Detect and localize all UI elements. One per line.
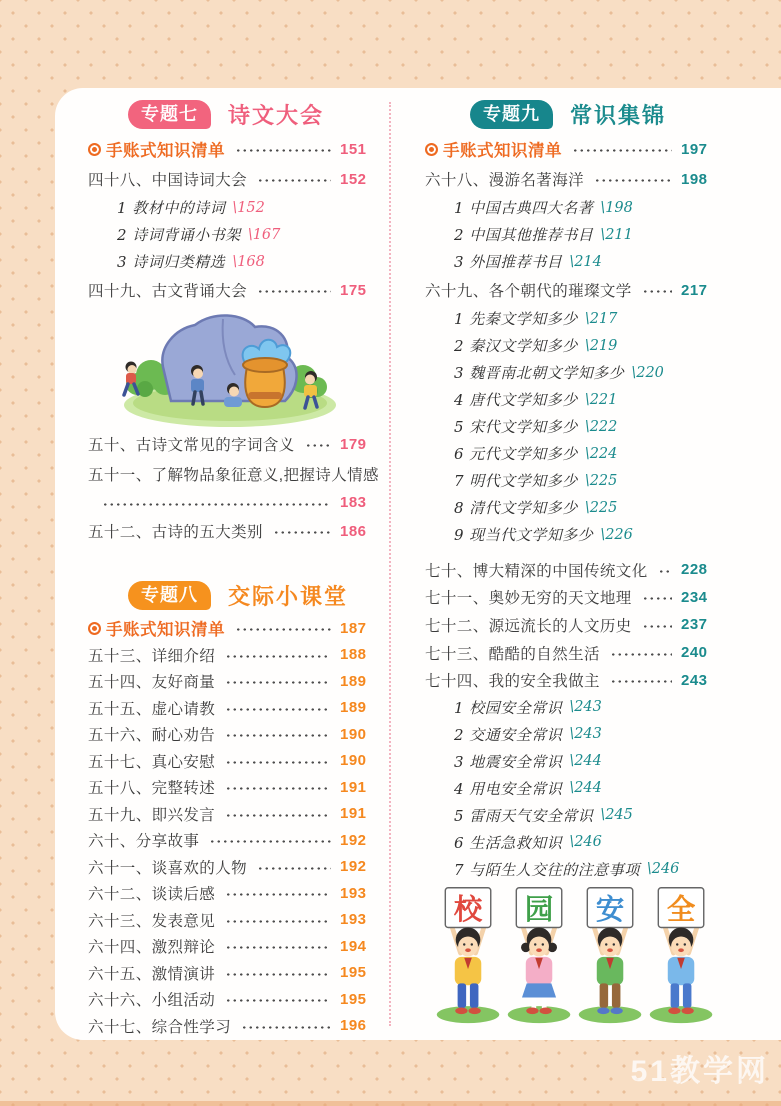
subentry-text: 3 诗词归类精选 (117, 253, 226, 271)
toc-entry-label: 六十二、谈读后感 (88, 886, 216, 904)
bullet-icon (88, 143, 101, 156)
toc-entry (425, 275, 713, 305)
page-number: 240 (681, 644, 708, 662)
toc-entry-label: 六十八、漫游名著海洋 (425, 172, 585, 189)
toc-entry-label: 六十一、谈喜欢的人物 (88, 859, 248, 877)
subentry-ref: \246 (646, 861, 680, 878)
subentry-ref: \225 (584, 499, 618, 516)
checklist-row (88, 615, 372, 642)
toc-entry (88, 668, 372, 695)
toc-entry (88, 1013, 372, 1040)
dotted-leader (594, 179, 672, 182)
sign-char-2: 园 (524, 891, 554, 926)
subentry-text: 1 中国古典四大名著 (454, 199, 594, 217)
toc-subentry (425, 494, 713, 521)
page-number: 179 (340, 435, 367, 453)
toc-white-panel (55, 88, 781, 1040)
toc-entry-label: 六十六、小组活动 (88, 992, 216, 1010)
sign-char-1: 校 (453, 891, 483, 926)
toc-subentry (425, 521, 713, 548)
subentry-text: 3 魏晋南北朝文学知多少 (454, 364, 625, 382)
subentry-text: 9 现当代文学知多少 (454, 526, 594, 544)
toc-entry-label: 五十六、耐心劝告 (88, 727, 216, 745)
toc-entry (425, 611, 713, 639)
subentry-ref: \244 (569, 753, 602, 770)
kid-sign-yuan (508, 888, 570, 1023)
toc-subentry (425, 829, 713, 856)
page-number: 175 (340, 281, 367, 299)
dotted-leader (658, 570, 672, 573)
toc-entry (88, 164, 372, 194)
toc-subentry (425, 305, 713, 332)
toc-entry-label: 五十四、友好商量 (88, 674, 216, 692)
dotted-leader (273, 531, 331, 534)
dotted-leader (610, 653, 672, 656)
toc-subentry (425, 802, 713, 829)
toc-entry-label: 七十一、奥妙无穷的天文地理 (425, 590, 632, 608)
toc-entry-label: 五十、古诗文常见的字词含义 (88, 437, 295, 454)
toc-entry-wrapped-line1 (88, 459, 379, 489)
toc-entry (88, 695, 372, 722)
page-number: 189 (340, 699, 367, 717)
subentry-ref: \245 (600, 807, 633, 824)
toc-entry (88, 801, 372, 828)
toc-entry (425, 164, 713, 194)
subentry-ref: \217 (584, 310, 618, 327)
toc-entry-label: 五十一、了解物品象征意义,把握诗人情感 (88, 467, 379, 484)
toc-entry-label: 七十四、我的安全我做主 (425, 673, 600, 691)
toc-entry (88, 933, 372, 960)
subentry-text: 7 明代文学知多少 (454, 472, 578, 490)
kid-sign-xiao (437, 888, 499, 1023)
page-number: 193 (340, 911, 367, 929)
kid-sign-an (579, 888, 641, 1023)
subentry-ref: \168 (232, 253, 265, 270)
dotted-leader (241, 1026, 331, 1029)
topic8-header (88, 580, 372, 611)
toc-subentry (425, 359, 713, 386)
subentry-text: 8 清代文学知多少 (454, 499, 578, 517)
toc-entry (425, 666, 713, 694)
page-number: 197 (681, 140, 708, 158)
checklist-label: 手账式知识清单 (443, 142, 562, 160)
toc-entry (88, 642, 372, 669)
subentry-ref: \246 (569, 834, 602, 851)
toc-subentry (425, 413, 713, 440)
topic9-header (425, 99, 713, 130)
subentry-ref: \224 (584, 445, 618, 462)
subentry-ref: \152 (232, 199, 265, 216)
subentry-text: 2 中国其他推荐书目 (454, 226, 594, 244)
dotted-leader (225, 761, 331, 764)
page-number: 188 (340, 646, 367, 664)
toc-entry-label: 七十、博大精深的中国传统文化 (425, 562, 648, 580)
dotted-leader (225, 946, 331, 949)
topic8-badge: 专题八 (128, 581, 211, 610)
subentry-text: 1 先秦文学知多少 (454, 310, 578, 328)
toc-subentry (425, 856, 713, 883)
page-number: 196 (340, 1017, 367, 1035)
topic9-badge: 专题九 (470, 100, 553, 129)
subentry-text: 2 秦汉文学知多少 (454, 337, 578, 355)
toc-subentry (425, 332, 713, 359)
page-number: 195 (340, 990, 367, 1008)
toc-subentry (425, 440, 713, 467)
sign-char-4: 全 (666, 891, 696, 926)
subentry-ref: \220 (631, 364, 664, 381)
toc-entry-wrapped-line2 (88, 489, 372, 516)
toc-subentry (425, 467, 713, 494)
toc-entry-label: 五十二、古诗的五大类别 (88, 524, 263, 541)
dotted-leader (225, 708, 331, 711)
toc-entry (88, 748, 372, 775)
toc-entry (88, 827, 372, 854)
toc-entry (88, 986, 372, 1013)
page-number: 190 (340, 725, 367, 743)
subentry-ref: \243 (569, 726, 602, 743)
toc-subentry (425, 694, 713, 721)
page-number: 183 (340, 494, 367, 511)
toc-entry-label: 五十三、详细介绍 (88, 647, 216, 665)
page-number: 151 (340, 140, 367, 158)
page-number: 189 (340, 672, 367, 690)
dotted-leader (102, 503, 331, 506)
subentry-text: 1 校园安全常识 (454, 698, 563, 717)
sign-char-3: 安 (595, 891, 625, 926)
dotted-leader (610, 680, 672, 683)
toc-entry (88, 721, 372, 748)
page-number: 192 (340, 831, 367, 849)
toc-subentry (425, 248, 713, 275)
dotted-leader (572, 149, 672, 152)
page-number: 228 (681, 561, 708, 579)
page-number: 194 (340, 937, 367, 955)
toc-entry-label: 六十七、综合性学习 (88, 1018, 232, 1036)
toc-entry (88, 429, 372, 459)
dotted-leader (225, 734, 331, 737)
dotted-leader (225, 787, 331, 790)
topic7-badge: 专题七 (128, 100, 211, 129)
page-number: 217 (681, 281, 708, 299)
toc-subentry (425, 721, 713, 748)
subentry-ref: \167 (247, 226, 281, 243)
topic8-title: 交际小课堂 (228, 584, 349, 609)
subentry-ref: \226 (600, 526, 633, 543)
toc-subentry (425, 386, 713, 413)
page-number: 234 (681, 588, 708, 606)
toc-entry (425, 639, 713, 667)
toc-entry (88, 275, 372, 305)
subentry-ref: \198 (600, 199, 633, 216)
checklist-row (425, 134, 713, 164)
dotted-leader (235, 149, 331, 152)
dotted-leader (225, 814, 331, 817)
toc-entry-label: 四十九、古文背诵大会 (88, 283, 248, 300)
dotted-leader (257, 290, 331, 293)
subentry-text: 4 唐代文学知多少 (454, 391, 578, 409)
toc-entry (88, 960, 372, 987)
toc-entry-label: 七十三、酷酷的自然生活 (425, 645, 600, 663)
subentry-text: 6 生活急救知识 (454, 833, 563, 852)
subentry-text: 6 元代文学知多少 (454, 445, 578, 463)
bullet-icon (88, 622, 101, 635)
dotted-leader (235, 628, 331, 631)
column-divider (389, 102, 391, 1026)
dotted-leader (225, 999, 331, 1002)
subentry-ref: \243 (569, 699, 602, 716)
toc-entry-label: 六十四、激烈辩论 (88, 939, 216, 957)
dotted-leader (257, 867, 331, 870)
toc-entry (88, 880, 372, 907)
subentry-ref: \244 (569, 780, 602, 797)
subentry-text: 3 外国推荐书目 (454, 253, 563, 271)
topic9-title: 常识集锦 (570, 103, 667, 128)
subentry-text: 4 用电安全常识 (454, 779, 563, 798)
checklist-label: 手账式知识清单 (106, 142, 225, 160)
kid-sign-quan (650, 888, 712, 1023)
toc-subentry (425, 775, 713, 802)
dotted-leader (642, 597, 672, 600)
subentry-ref: \219 (584, 337, 618, 354)
toc-entry (88, 907, 372, 934)
subentry-text: 2 诗词背诵小书架 (117, 226, 241, 244)
toc-entry-label: 五十七、真心安慰 (88, 753, 216, 771)
page-number: 237 (681, 616, 708, 634)
toc-subentry (88, 248, 372, 275)
toc-entry (88, 516, 372, 546)
watermark: 51教学网 (630, 1055, 769, 1088)
page-number: 190 (340, 752, 367, 770)
toc-subentry (425, 194, 713, 221)
page-number: 187 (340, 619, 367, 637)
subentry-text: 5 雷雨天气安全常识 (454, 806, 594, 825)
dotted-leader (225, 973, 331, 976)
toc-entry-label: 六十三、发表意见 (88, 912, 216, 930)
subentry-text: 2 交通安全常识 (454, 725, 563, 744)
illustration-children-rock-vat (105, 305, 355, 429)
toc-subentry (425, 748, 713, 775)
checklist-row (88, 134, 372, 164)
topic7-header (88, 99, 372, 130)
dotted-leader (305, 444, 331, 447)
checklist-label: 手账式知识清单 (106, 621, 225, 640)
subentry-text: 7 与陌生人交往的注意事项 (454, 860, 640, 879)
toc-left-column (88, 98, 379, 1039)
toc-entry-label: 四十八、中国诗词大会 (88, 172, 248, 189)
toc-subentry (88, 194, 372, 221)
subentry-ref: \211 (600, 226, 633, 243)
dotted-leader (225, 681, 331, 684)
toc-entry-label: 五十九、即兴发言 (88, 806, 216, 824)
dotted-leader (225, 655, 331, 658)
page-number: 198 (681, 170, 708, 188)
toc-entry (88, 854, 372, 881)
dotted-leader (225, 920, 331, 923)
subentry-text: 5 宋代文学知多少 (454, 418, 578, 436)
toc-entry-label: 六十、分享故事 (88, 833, 200, 851)
subentry-ref: \225 (584, 472, 618, 489)
dotted-leader (642, 625, 672, 628)
illustration-campus-safety-kids (425, 883, 725, 1025)
page-number: 191 (340, 805, 367, 823)
page-number: 152 (340, 170, 367, 188)
subentry-ref: \221 (584, 391, 618, 408)
toc-entry-label: 五十八、完整转述 (88, 780, 216, 798)
toc-entry-label: 七十二、源远流长的人文历史 (425, 617, 632, 635)
dotted-leader (225, 893, 331, 896)
subentry-ref: \214 (569, 253, 602, 270)
toc-subentry (88, 221, 372, 248)
subentry-ref: \222 (584, 418, 618, 435)
page-number: 192 (340, 858, 367, 876)
page-number: 193 (340, 884, 367, 902)
page-number: 195 (340, 964, 367, 982)
topic7-title: 诗文大会 (228, 103, 325, 128)
toc-right-column (425, 98, 713, 1025)
dotted-leader (209, 840, 331, 843)
toc-entry-label: 六十九、各个朝代的璀璨文学 (425, 283, 632, 300)
dotted-leader (257, 179, 331, 182)
bullet-icon (425, 143, 438, 156)
toc-entry-label: 五十五、虚心请教 (88, 700, 216, 718)
page-number: 243 (681, 671, 708, 689)
dotted-leader (642, 290, 672, 293)
toc-entry (425, 584, 713, 612)
subentry-text: 1 教材中的诗词 (117, 199, 226, 217)
toc-subentry (425, 221, 713, 248)
toc-entry-label: 六十五、激情演讲 (88, 965, 216, 983)
page-number: 186 (340, 522, 367, 540)
page-number: 191 (340, 778, 367, 796)
toc-entry (88, 774, 372, 801)
subentry-text: 3 地震安全常识 (454, 752, 563, 771)
bottom-edge-strip (0, 1101, 781, 1106)
toc-entry (425, 556, 713, 584)
